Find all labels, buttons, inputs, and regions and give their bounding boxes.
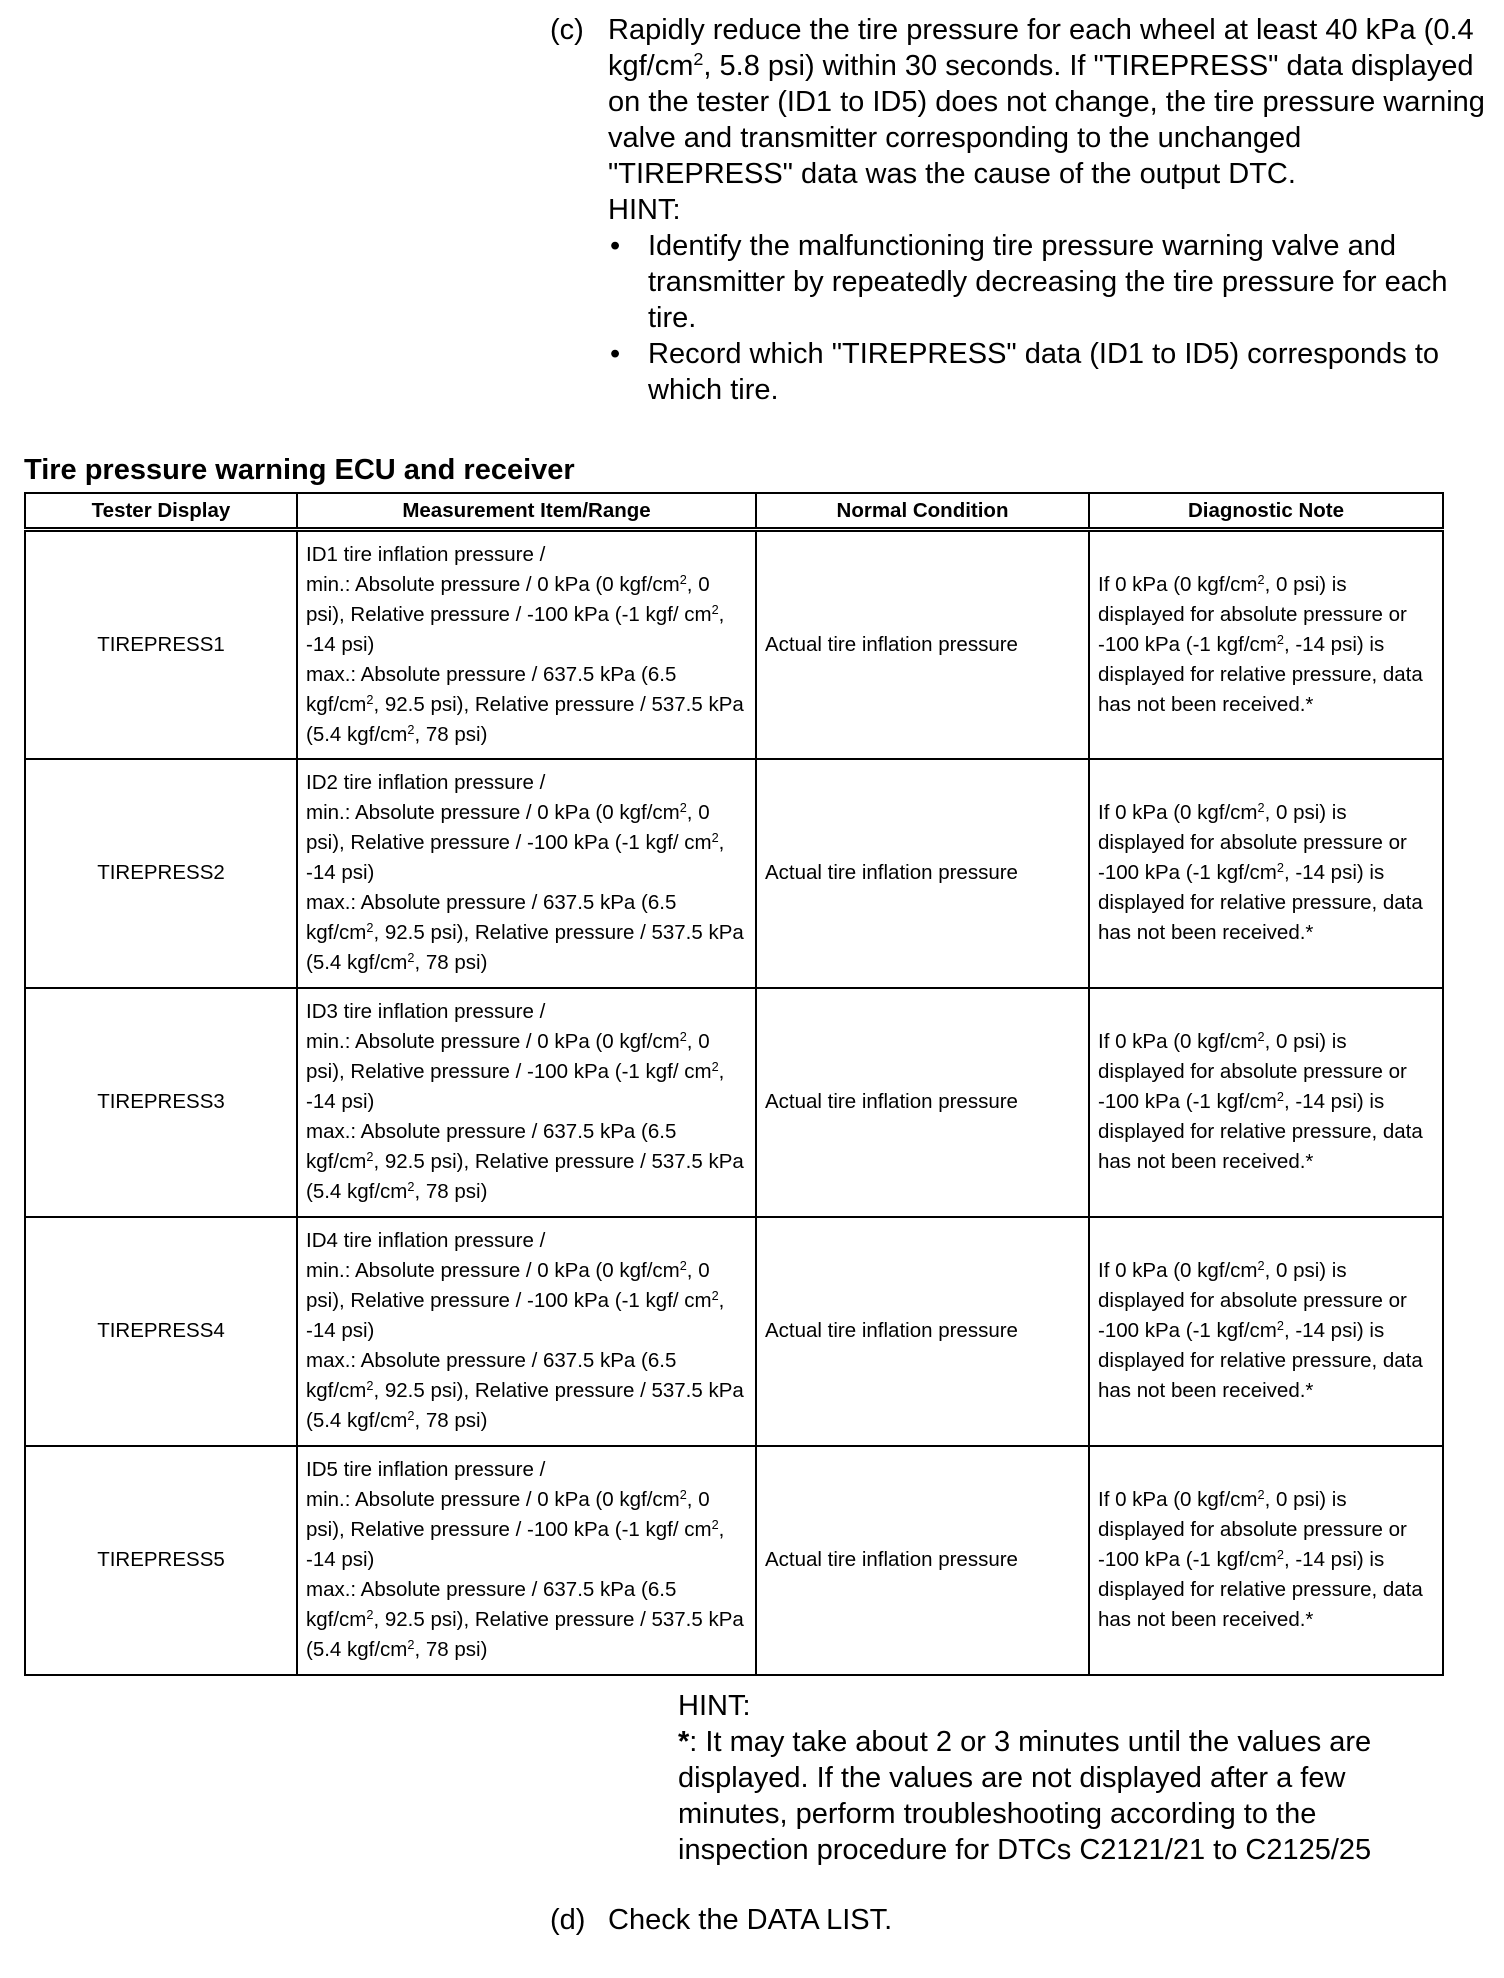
column-header-diagnostic-note: Diagnostic Note <box>1089 493 1443 530</box>
diagnostic-note-cell: If 0 kPa (0 kgf/$cm^2$, 0 psi) is displayed for absolute pressure or -100 kPa (-1 kgf/$cm^2$, -14 psi) is displayed for relative pressure, data has not been received.* <box>1089 759 1443 988</box>
tester-display-cell: TIREPRESS3 <box>25 988 297 1217</box>
step-d <box>550 1902 1488 1938</box>
step-d-marker: (d) <box>550 1904 586 1936</box>
normal-condition-cell: Actual tire inflation pressure <box>756 1446 1089 1675</box>
measurement-cell: ID5 tire inflation pressure / min.: Absolute pressure / 0 kPa (0 kgf/$cm^2$, 0 psi), Relative pressure / -100 kPa (-1 kgf/ $cm^2$, -14 psi) max.: Absolute pressure / 637.5 kPa (6.5 kgf/$cm^2$, 92.5 psi), Relative pressure / 537.5 kPa (5.4 kgf/$cm^2$, 78 psi) <box>297 1446 756 1675</box>
hint-bullet-item: • Record which "TIREPRESS" data (ID1 to ID5) corresponds to which tire. <box>608 336 1488 408</box>
tester-display-cell: TIREPRESS4 <box>25 1217 297 1446</box>
normal-condition-cell: Actual tire inflation pressure <box>756 988 1089 1217</box>
bottom-hint-label: HINT: <box>678 1690 751 1722</box>
measurement-cell: ID4 tire inflation pressure / min.: Absolute pressure / 0 kPa (0 kgf/$cm^2$, 0 psi), Relative pressure / -100 kPa (-1 kgf/ $cm^2$, -14 psi) max.: Absolute pressure / 637.5 kPa (6.5 kgf/$cm^2$, 92.5 psi), Relative pressure / 537.5 kPa (5.4 kgf/$cm^2$, 78 psi) <box>297 1217 756 1446</box>
step-c-marker: (c) <box>550 14 584 46</box>
diagnostic-note-cell: If 0 kPa (0 kgf/$cm^2$, 0 psi) is displayed for absolute pressure or -100 kPa (-1 kgf/$cm^2$, -14 psi) is displayed for relative pressure, data has not been received.* <box>1089 988 1443 1217</box>
diagnostic-note-cell: If 0 kPa (0 kgf/$cm^2$, 0 psi) is displayed for absolute pressure or -100 kPa (-1 kgf/$cm^2$, -14 psi) is displayed for relative pressure, data has not been received.* <box>1089 1217 1443 1446</box>
diagnostic-note-cell: If 0 kPa (0 kgf/$cm^2$, 0 psi) is displayed for absolute pressure or -100 kPa (-1 kgf/$cm^2$, -14 psi) is displayed for relative pressure, data has not been received.* <box>1089 1446 1443 1675</box>
table-row <box>25 530 1443 759</box>
step-c-paragraph: Rapidly reduce the tire pressure for each wheel at least 40 kPa (0.4 kgf/$cm^2$, 5.8 psi) within 30 seconds. If "TIREPRESS" data displayed on the tester (ID1 to ID5) does not change, the tire pressure warning valve and transmitter corresponding to the unchanged "TIREPRESS" data was the cause of the output DTC. <box>608 14 1485 190</box>
data-list-table <box>24 492 1444 1676</box>
measurement-cell: ID1 tire inflation pressure / min.: Absolute pressure / 0 kPa (0 kgf/$cm^2$, 0 psi), Relative pressure / -100 kPa (-1 kgf/ $cm^2$, -14 psi) max.: Absolute pressure / 637.5 kPa (6.5 kgf/$cm^2$, 92.5 psi), Relative pressure / 537.5 kPa (5.4 kgf/$cm^2$, 78 psi) <box>297 530 756 759</box>
tester-display-cell: TIREPRESS5 <box>25 1446 297 1675</box>
measurement-cell: ID3 tire inflation pressure / min.: Absolute pressure / 0 kPa (0 kgf/$cm^2$, 0 psi), Relative pressure / -100 kPa (-1 kgf/ $cm^2$, -14 psi) max.: Absolute pressure / 637.5 kPa (6.5 kgf/$cm^2$, 92.5 psi), Relative pressure / 537.5 kPa (5.4 kgf/$cm^2$, 78 psi) <box>297 988 756 1217</box>
tester-display-cell: TIREPRESS2 <box>25 759 297 988</box>
column-header-measurement: Measurement Item/Range <box>297 493 756 530</box>
step-c-hint-label: HINT: <box>608 194 681 226</box>
step-c-hint-list <box>608 228 1488 408</box>
normal-condition-cell: Actual tire inflation pressure <box>756 530 1089 759</box>
hint-bullet-item: • Identify the malfunctioning tire pressure warning valve and transmitter by repeatedly decreasing the tire pressure for each tire. <box>608 228 1488 336</box>
column-header-tester-display: Tester Display <box>25 493 297 530</box>
normal-condition-cell: Actual tire inflation pressure <box>756 1217 1089 1446</box>
step-d-text: Check the DATA LIST. <box>608 1904 893 1936</box>
diagnostic-note-cell: If 0 kPa (0 kgf/$cm^2$, 0 psi) is displayed for absolute pressure or -100 kPa (-1 kgf/$cm^2$, -14 psi) is displayed for relative pressure, data has not been received.* <box>1089 530 1443 759</box>
table-header-row <box>25 493 1443 530</box>
tester-display-cell: TIREPRESS1 <box>25 530 297 759</box>
bottom-hint-text: *: It may take about 2 or 3 minutes until the values are displayed. If the values are not displayed after a few minutes, perform troubleshooting according to the inspection procedure for DTCs C2121/21 to C2125/25 <box>678 1726 1372 1866</box>
table-row <box>25 759 1443 988</box>
table-title: Tire pressure warning ECU and receiver <box>24 454 575 486</box>
column-header-normal-condition: Normal Condition <box>756 493 1089 530</box>
normal-condition-cell: Actual tire inflation pressure <box>756 759 1089 988</box>
bottom-hint <box>678 1688 1438 1868</box>
table-row <box>25 1217 1443 1446</box>
table-row <box>25 1446 1443 1675</box>
step-c <box>550 12 1488 408</box>
measurement-cell: ID2 tire inflation pressure / min.: Absolute pressure / 0 kPa (0 kgf/$cm^2$, 0 psi), Relative pressure / -100 kPa (-1 kgf/ $cm^2$, -14 psi) max.: Absolute pressure / 637.5 kPa (6.5 kgf/$cm^2$, 92.5 psi), Relative pressure / 537.5 kPa (5.4 kgf/$cm^2$, 78 psi) <box>297 759 756 988</box>
table-row <box>25 988 1443 1217</box>
